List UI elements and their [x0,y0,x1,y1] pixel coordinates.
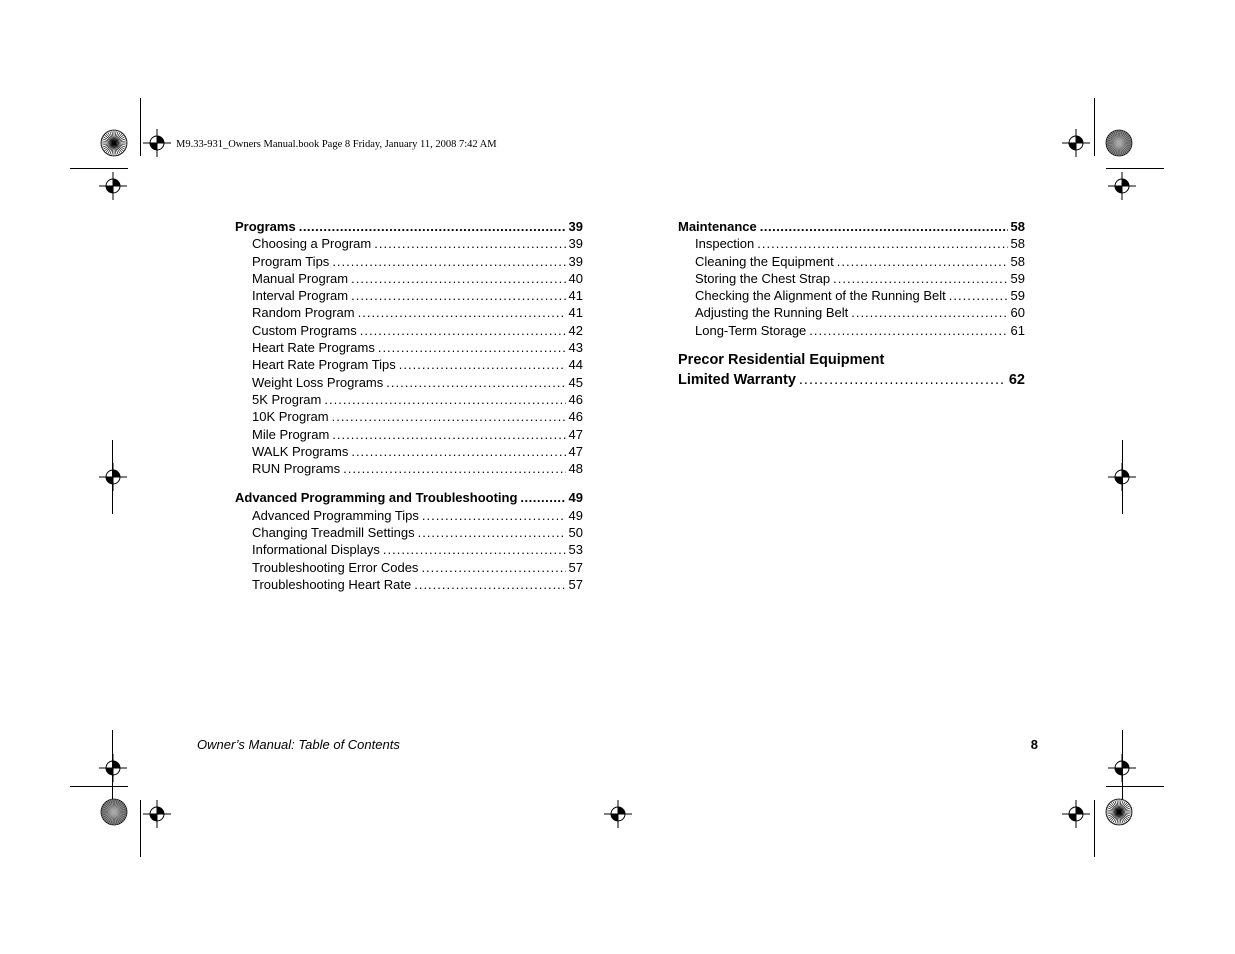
toc-page-number: 39 [568,236,583,252]
dot-leader [399,356,566,373]
crop-line [1106,786,1164,787]
toc-entry-label: Heart Rate Program Tips [252,357,396,373]
toc-right-column [678,218,1025,390]
toc-page-number: 46 [568,409,583,425]
star-target-icon [1105,798,1133,826]
registration-mark-icon [1062,800,1090,828]
toc-section-title: Maintenance [678,219,757,234]
toc-entry[interactable] [235,235,583,252]
toc-page-number: 50 [568,525,583,541]
toc-page-number: 41 [568,305,583,321]
toc-entry-label: Choosing a Program [252,236,372,252]
toc-entry-label: RUN Programs [252,461,341,477]
dot-leader [520,489,565,506]
toc-section-advanced[interactable] [235,489,583,506]
toc-page-number: 47 [568,443,583,459]
dot-leader [351,287,565,304]
toc-entry[interactable] [678,322,1025,339]
toc-entry-label: Informational Displays [252,542,380,558]
toc-page-number: 49 [568,507,583,523]
toc-maintenance-list [678,235,1025,339]
toc-entry[interactable] [678,235,1025,252]
dot-leader [809,322,1007,339]
toc-advanced-list [235,507,583,593]
crop-line [1106,168,1164,169]
registration-mark-icon [1062,129,1090,157]
toc-entry-label: Troubleshooting Heart Rate [252,576,412,592]
toc-entry[interactable] [678,253,1025,270]
toc-entry-label: Storing the Chest Strap [695,270,831,286]
dot-leader [332,253,565,270]
toc-page-number: 58 [1010,219,1025,234]
dot-leader [414,576,565,593]
toc-entry-label: Adjusting the Running Belt [695,305,849,321]
toc-page-number: 62 [1008,371,1025,388]
toc-entry[interactable] [235,576,583,593]
toc-page-number: 57 [568,576,583,592]
crop-line [1094,800,1095,857]
toc-page-number: 57 [568,559,583,575]
toc-entry-label: Heart Rate Programs [252,340,375,356]
toc-entry[interactable] [235,374,583,391]
dot-leader [421,559,565,576]
toc-entry-label: Troubleshooting Error Codes [252,559,419,575]
dot-leader [343,460,565,477]
toc-entry-label: Cleaning the Equipment [695,253,834,269]
footer-title: Owner’s Manual: Table of Contents [197,737,400,752]
dot-leader [324,391,565,408]
toc-page-number: 60 [1010,305,1025,321]
toc-entry[interactable] [235,304,583,321]
crop-line [140,800,141,857]
toc-entry[interactable] [678,270,1025,287]
toc-entry-label: Advanced Programming Tips [252,507,419,523]
warranty-title-line2: Limited Warranty [678,371,796,388]
dot-leader [374,235,565,252]
registration-mark-icon [143,129,171,157]
toc-page-number: 49 [568,490,583,506]
star-target-icon [100,798,128,826]
toc-entry-label: Custom Programs [252,322,357,338]
registration-mark-icon [604,800,632,828]
dot-leader [299,218,566,235]
toc-entry-label: 5K Program [252,391,322,407]
toc-entry-label: Checking the Alignment of the Running Belt [695,288,946,304]
toc-page-number: 46 [568,391,583,407]
dot-leader [422,507,566,524]
dot-leader [360,322,566,339]
toc-page-number: 58 [1010,236,1025,252]
dot-leader [949,287,1008,304]
toc-entry-label: Random Program [252,305,355,321]
toc-page-number: 44 [568,357,583,373]
registration-mark-icon [99,754,127,782]
toc-page-number: 41 [568,288,583,304]
toc-page-number: 42 [568,322,583,338]
star-target-icon [100,129,128,157]
toc-entry[interactable] [235,287,583,304]
toc-entry[interactable] [235,253,583,270]
dot-leader [378,339,566,356]
toc-entry[interactable] [235,541,583,558]
toc-entry-label: Weight Loss Programs [252,374,384,390]
toc-entry[interactable] [678,287,1025,304]
dot-leader [418,524,566,541]
toc-entry[interactable] [235,322,583,339]
toc-section-maintenance[interactable] [678,218,1025,235]
toc-entry[interactable] [235,460,583,477]
toc-entry[interactable] [235,524,583,541]
registration-mark-icon [1108,172,1136,200]
toc-page-number: 45 [568,374,583,390]
registration-mark-icon [99,463,127,491]
toc-entry-label: Program Tips [252,253,330,269]
toc-entry-label: 10K Program [252,409,329,425]
star-target-icon [1105,129,1133,157]
toc-page-number: 40 [568,270,583,286]
registration-mark-icon [1108,754,1136,782]
dot-leader [837,253,1008,270]
toc-entry[interactable] [678,304,1025,321]
dot-leader [799,371,1006,391]
toc-page-number: 59 [1010,270,1025,286]
dot-leader [383,541,566,558]
print-slug: M9.33-931_Owners Manual.book Page 8 Friday, January 11, 2008 7:42 AM [176,139,497,150]
toc-left-column [235,218,583,593]
crop-line [70,786,128,787]
dot-leader [757,235,1007,252]
toc-entry[interactable] [235,559,583,576]
toc-entry-label: Manual Program [252,270,349,286]
toc-section-programs[interactable] [235,218,583,235]
toc-entry[interactable] [235,507,583,524]
dot-leader [386,374,565,391]
toc-page-number: 47 [568,426,583,442]
toc-page-number: 61 [1010,322,1025,338]
crop-line [70,168,128,169]
toc-page-number: 53 [568,542,583,558]
toc-entry-label: Changing Treadmill Settings [252,525,415,541]
dot-leader [358,304,566,321]
toc-programs-list [235,235,583,477]
toc-entry[interactable] [235,391,583,408]
dot-leader [760,218,1008,235]
toc-entry-label: Interval Program [252,288,349,304]
toc-page-number: 59 [1010,288,1025,304]
crop-line [1094,98,1095,156]
dot-leader [833,270,1007,287]
footer-page-number: 8 [1030,737,1038,752]
toc-page-number: 58 [1010,253,1025,269]
dot-leader [332,408,566,425]
toc-entry[interactable] [235,270,583,287]
toc-section-title: Programs [235,219,296,234]
toc-entry[interactable] [235,339,583,356]
registration-mark-icon [1108,463,1136,491]
registration-mark-icon [99,172,127,200]
warranty-title-line1: Precor Residential Equipment [678,352,885,369]
toc-entry-label: Long-Term Storage [695,322,807,338]
toc-entry-label: Mile Program [252,426,330,442]
dot-leader [351,443,565,460]
crop-line [140,98,141,156]
toc-entry[interactable] [235,443,583,460]
dot-leader [851,304,1007,321]
toc-page-number: 39 [568,253,583,269]
toc-entry-label: WALK Programs [252,443,349,459]
toc-section-warranty[interactable] [678,351,1025,390]
toc-page-number: 39 [568,219,583,234]
registration-mark-icon [143,800,171,828]
toc-page-number: 43 [568,340,583,356]
toc-entry[interactable] [235,408,583,425]
toc-section-title: Advanced Programming and Troubleshooting [235,490,518,506]
dot-leader [351,270,565,287]
dot-leader [332,426,565,443]
toc-entry-label: Inspection [695,236,755,252]
toc-entry[interactable] [235,426,583,443]
toc-page-number: 48 [568,461,583,477]
toc-entry[interactable] [235,356,583,373]
